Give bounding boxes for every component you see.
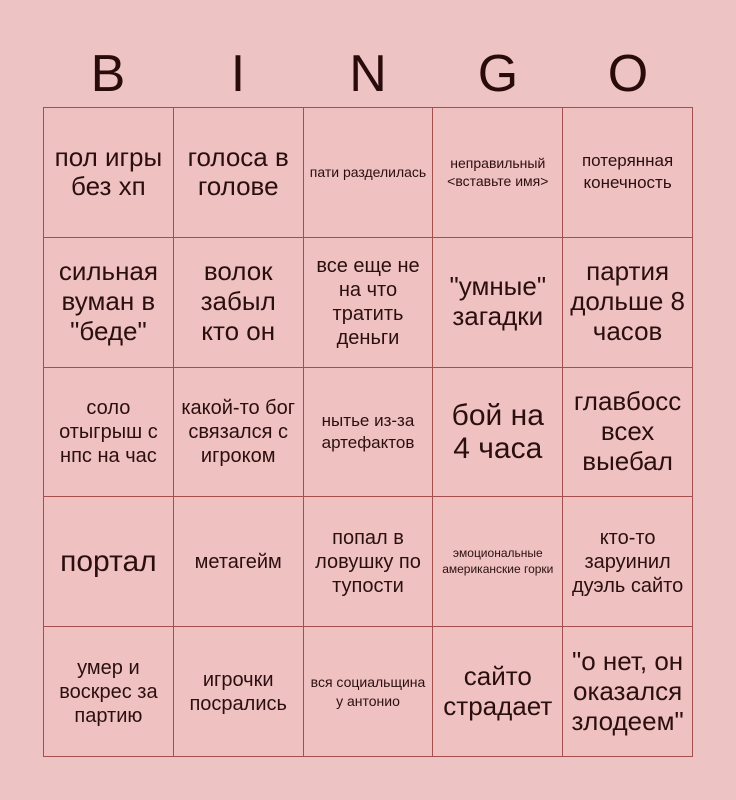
bingo-cell-r2c1[interactable]: сильная вуман в "беде": [44, 238, 174, 368]
bingo-cell-r4c2[interactable]: метагейм: [174, 497, 304, 627]
bingo-cell-r5c4[interactable]: сайто страдает: [433, 627, 563, 757]
bingo-cell-r4c5[interactable]: кто-то заруинил дуэль сайто: [563, 497, 693, 627]
bingo-cell-r5c1[interactable]: умер и воскрес за партию: [44, 627, 174, 757]
bingo-cell-r2c2[interactable]: волок забыл кто он: [174, 238, 304, 368]
bingo-cell-r5c5[interactable]: "о нет, он оказался злодеем": [563, 627, 693, 757]
header-letter-b: B: [90, 45, 126, 103]
bingo-cell-r4c4[interactable]: эмоциональные американские горки: [433, 497, 563, 627]
bingo-cell-r1c2[interactable]: голоса в голове: [174, 108, 304, 238]
bingo-cell-r5c2[interactable]: игрочки посрались: [174, 627, 304, 757]
bingo-cell-r3c2[interactable]: какой-то бог связался с игроком: [174, 368, 304, 498]
bingo-cell-r2c5[interactable]: партия дольше 8 часов: [563, 238, 693, 368]
bingo-cell-r4c3[interactable]: попал в ловушку по тупости: [304, 497, 434, 627]
bingo-cell-r1c4[interactable]: неправильный <вставьте имя>: [433, 108, 563, 238]
header-letter-i: I: [230, 45, 246, 103]
bingo-cell-r1c3[interactable]: пати разделилась: [304, 108, 434, 238]
bingo-cell-r3c3[interactable]: нытье из-за артефактов: [304, 368, 434, 498]
bingo-cell-r3c4[interactable]: бой на 4 часа: [433, 368, 563, 498]
bingo-grid: [43, 107, 693, 757]
header-letter-o: O: [607, 45, 649, 103]
bingo-header: [43, 40, 693, 108]
bingo-cell-r3c1[interactable]: соло отыгрыш с нпс на час: [44, 368, 174, 498]
bingo-cell-r2c3[interactable]: все еще не на что тратить деньги: [304, 238, 434, 368]
bingo-cell-r1c1[interactable]: пол игры без хп: [44, 108, 174, 238]
bingo-cell-r2c4[interactable]: "умные" загадки: [433, 238, 563, 368]
bingo-cell-r5c3[interactable]: вся социальщина у антонио: [304, 627, 434, 757]
bingo-cell-r1c5[interactable]: потерянная конечность: [563, 108, 693, 238]
bingo-cell-r3c5[interactable]: главбосс всех выебал: [563, 368, 693, 498]
header-letter-n: N: [349, 45, 387, 103]
header-letter-g: G: [477, 45, 519, 103]
bingo-cell-r4c1[interactable]: портал: [44, 497, 174, 627]
